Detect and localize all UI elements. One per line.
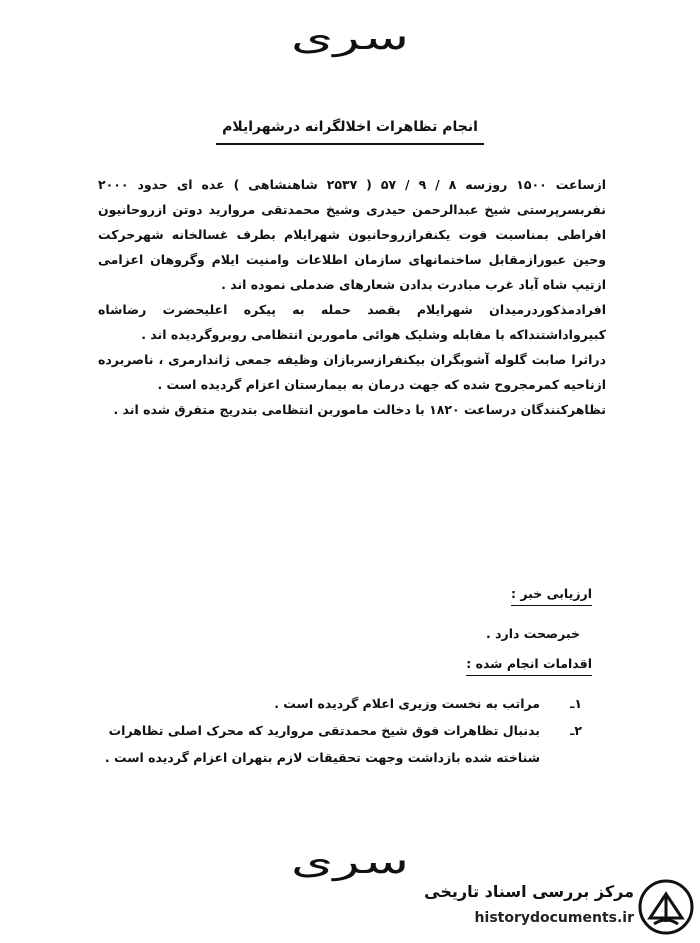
classification-bottom: سری	[290, 842, 410, 882]
paragraph-4: تظاهرکنندگان درساعت ۱۸۲۰ با دخالت ماموربن انتظامی بتدریج متفرق شده اند .	[113, 402, 606, 417]
actions-heading-wrap	[412, 656, 592, 671]
title-wrap	[0, 116, 700, 145]
evaluation-text: خبرصحت دارد .	[486, 626, 580, 641]
action-number: ۲ـ	[570, 723, 582, 738]
paragraph-2: افرادمذکوردرمیدان شهرایلام بقصد حمله به پیکره اعلیحضرت رضاشاه کبیرواداشتنداکه با مقابله وشلیک هوائی ماموربن انتظامی روبروگردیده اند .	[98, 302, 606, 342]
classification-top: سری	[290, 18, 410, 58]
evaluation-heading: ارزیابی خبر :	[511, 586, 592, 606]
archive-name: مرکز بررسی اسناد تاریخی	[424, 882, 634, 901]
action-text: مراتب به نخست وزیری اعلام گردیده است .	[274, 696, 540, 711]
action-number: ۱ـ	[570, 696, 582, 711]
evaluation-heading-wrap	[412, 586, 592, 601]
paragraph-1: ازساعت ۱۵۰۰ روزسه ۸ / ۹ / ۵۷ ( ۲۵۳۷ شاهنشاهی ) عده ای حدود ۲۰۰۰ نفربسرپرستی شیخ عبدالرحمن حیدری وشیخ محمدتقی مروارید دوتن ازروحانیون افراطی بمناسبت فوت یکنفرازروحانیون شهرایلام بطرف غسالخانه شهرحرکت وحین عبورازمقابل ساختمانهای سازمان اطلاعات وامنیت ایلام وگروهان اعزامی ازتیپ شاه آباد غرب مبادرت بدادن شعارهای ضدملی نموده اند .	[98, 177, 606, 292]
document-title: انجام تظاهرات اخلالگرانه درشهرایلام	[216, 119, 484, 145]
archive-website[interactable]: historydocuments.ir	[474, 910, 634, 926]
paragraph-3: دراثرا صابت گلوله آشوبگران بیکنفرازسربازان وظیفه جمعی ژاندارمری ، ناصربرده ازناحیه کمرمجروح شده که جهت درمان به بیمارستان اعزام گردیده است .	[98, 352, 606, 392]
action-item	[62, 717, 582, 771]
archive-logo	[418, 874, 700, 943]
actions-heading: اقدامات انجام شده :	[466, 656, 592, 676]
book-seal-icon	[638, 878, 694, 936]
report-body	[98, 172, 606, 422]
actions-list	[62, 690, 582, 771]
action-text: بدنبال تظاهرات فوق شیخ محمدتقی مروارید که محرک اصلی تظاهرات شناخته شده بازداشت وجهت تحقیقات لازم بتهران اعزام گردیده است .	[104, 723, 540, 765]
action-item	[62, 690, 582, 717]
